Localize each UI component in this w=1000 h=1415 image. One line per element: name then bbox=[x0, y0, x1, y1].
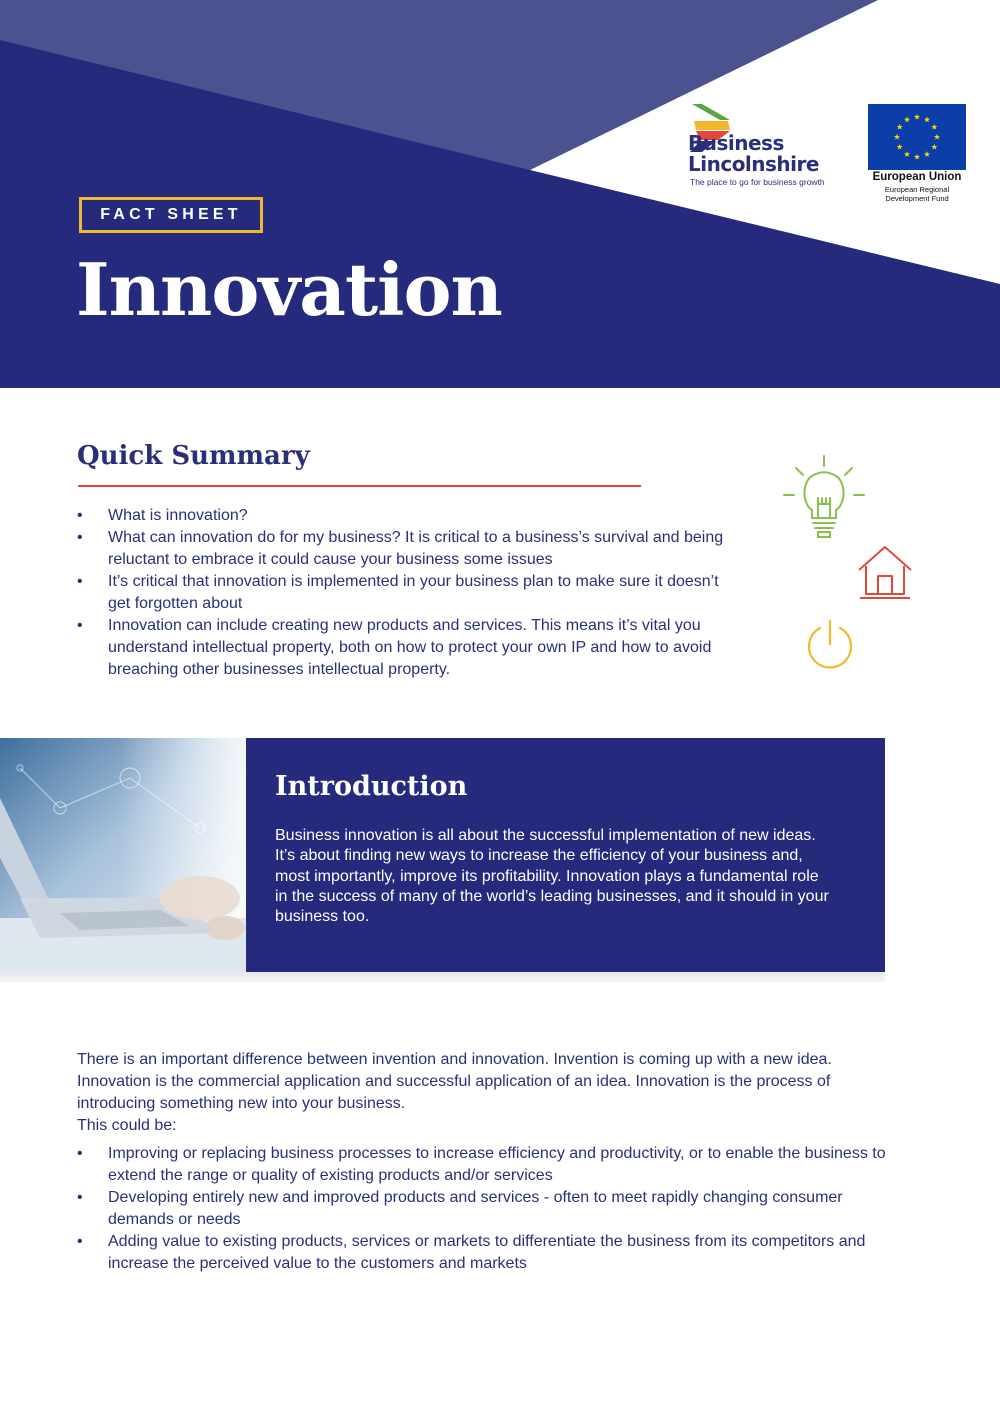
introduction-heading: Introduction bbox=[275, 771, 468, 802]
quick-summary-list bbox=[77, 505, 737, 681]
quick-summary-heading: Quick Summary bbox=[77, 441, 310, 471]
business-logo-line2: Lincolnshire bbox=[688, 152, 819, 176]
laptop-photo bbox=[0, 738, 246, 972]
quick-summary-item: • Innovation can include creating new products and services. This means it’s vital you understand intellectual property, both on how to protect your own IP and how to avoid breaching other businesses intellectual property. bbox=[77, 615, 737, 681]
eu-star-icon bbox=[924, 151, 930, 157]
innovation-example-item: • Improving or replacing business processes to increase efficiency and productivity, or to enable the business to extend the range or quality of existing products and/or services bbox=[77, 1143, 887, 1187]
header-banner bbox=[0, 0, 1000, 388]
eu-star-icon bbox=[897, 124, 903, 130]
eu-star-icon bbox=[897, 144, 903, 150]
business-logo-tagline: The place to go for business growth bbox=[690, 177, 825, 187]
eu-star-icon bbox=[904, 116, 910, 122]
innovation-example-item: • Developing entirely new and improved products and services - often to meet rapidly changing consumer demands or needs bbox=[77, 1187, 887, 1231]
eu-star-icon bbox=[914, 114, 920, 120]
innovation-examples-list bbox=[77, 1143, 887, 1275]
quick-summary-divider bbox=[78, 485, 641, 487]
eu-logo bbox=[866, 104, 968, 204]
eu-star-icon bbox=[931, 124, 937, 130]
introduction-shadow bbox=[0, 972, 885, 982]
lightbulb-icon bbox=[782, 454, 866, 542]
eu-star-icon bbox=[904, 151, 910, 157]
eu-logo-subtitle-line1: European Regional bbox=[884, 185, 950, 194]
introduction-text: Business innovation is all about the successful implementation of new ideas. It’s about finding new ways to increase the efficiency of your business and, most importantly, improve its profitability. Innovation plays a fundamental role in the success of many of the world’s leading businesses, and it should in your business too. bbox=[275, 827, 829, 926]
fact-sheet-label: FACT SHEET bbox=[79, 197, 263, 233]
eu-star-icon bbox=[934, 134, 940, 140]
page-title: Innovation bbox=[76, 247, 502, 332]
eu-star-icon bbox=[924, 116, 930, 122]
body-paragraph bbox=[77, 1049, 887, 1137]
introduction-panel bbox=[246, 738, 885, 972]
power-icon bbox=[804, 618, 856, 670]
eu-logo-subtitle-line2: Development Fund bbox=[885, 194, 949, 203]
eu-logo-subtitle bbox=[866, 185, 968, 203]
quick-summary-item: • What is innovation? bbox=[77, 505, 737, 527]
eu-star-icon bbox=[894, 134, 900, 140]
business-logo-line1: Business bbox=[688, 131, 784, 155]
quick-summary-item: • What can innovation do for my business? It is critical to a business’s survival and being reluctant to embrace it could cause your business some issues bbox=[77, 527, 737, 571]
eu-logo-title: European Union bbox=[872, 171, 962, 183]
innovation-example-item: • Adding value to existing products, services or markets to differentiate the business from its competitors and increase the perceived value to the customers and markets bbox=[77, 1231, 887, 1275]
quick-summary-item: • It’s critical that innovation is implemented in your business plan to make sure it doesn’t get forgotten about bbox=[77, 571, 737, 615]
body-paragraph-text: There is an important difference between invention and innovation. Invention is coming up with a new idea. Innovation is the commercial application and successful application of an idea. Innovation is the process of introducing something new into your business. bbox=[77, 1051, 832, 1112]
house-icon bbox=[856, 544, 914, 602]
eu-flag-icon bbox=[868, 104, 966, 170]
body-lead-in: This could be: bbox=[77, 1117, 177, 1134]
business-lincolnshire-logo bbox=[688, 104, 838, 190]
eu-star-icon bbox=[931, 144, 937, 150]
eu-star-icon bbox=[914, 154, 920, 160]
